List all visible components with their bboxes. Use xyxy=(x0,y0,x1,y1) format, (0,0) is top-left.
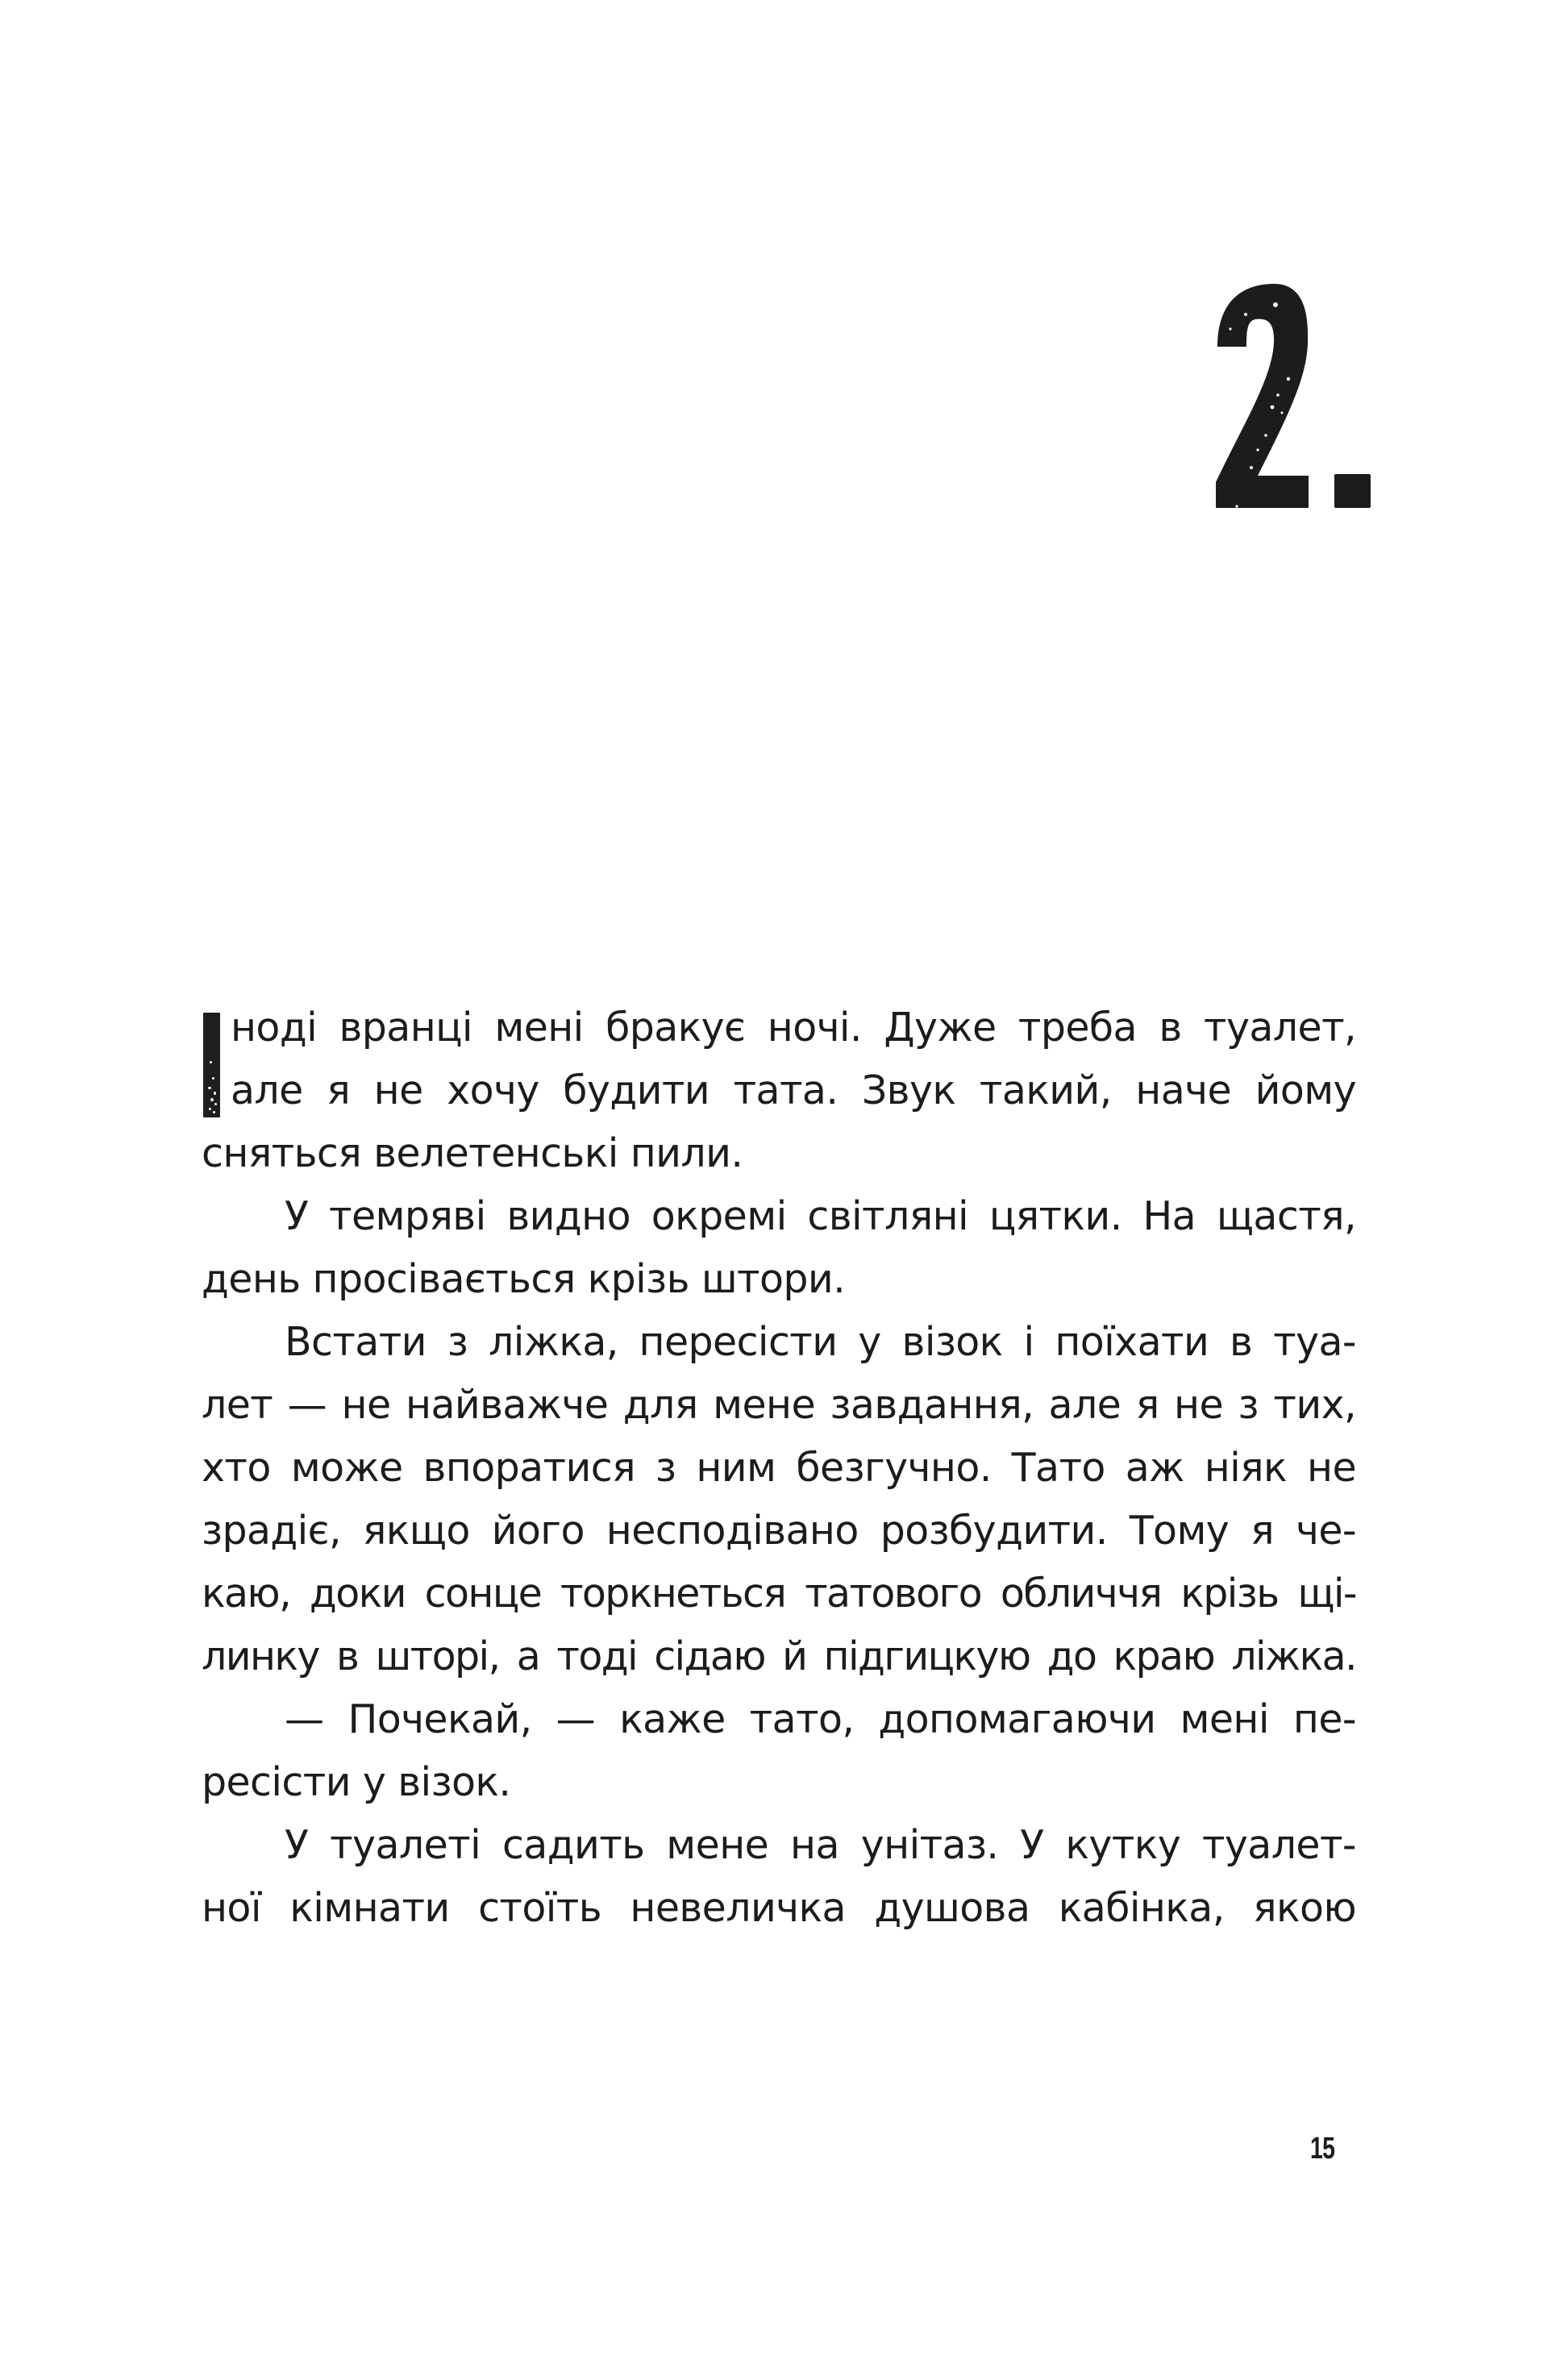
text-line xyxy=(202,1122,1356,1185)
text-line xyxy=(202,1688,1356,1751)
text-line-content: зрадіє, якщо його несподівано розбудити. Тому я че- xyxy=(202,1508,1356,1554)
text-line xyxy=(202,1248,1356,1311)
text-line-content: сняться велетенські пили. xyxy=(202,1130,743,1176)
text-line-content: линку в шторі, а тоді сідаю й підгицкую до краю ліжка. xyxy=(202,1633,1356,1679)
text-line-content: день просівається крізь штори. xyxy=(202,1256,846,1302)
text-line xyxy=(202,1500,1356,1562)
text-line xyxy=(202,1185,1356,1248)
text-line-content: Встати з ліжка, пересісти у візок і поїхати в туа- xyxy=(285,1319,1356,1365)
text-line-content: У туалеті садить мене на унітаз. У кутку туалет- xyxy=(285,1822,1356,1868)
text-line-content: ноді вранці мені бракує ночі. Дуже треба в туалет, xyxy=(231,1005,1356,1051)
text-line xyxy=(202,1625,1356,1688)
text-line xyxy=(202,1877,1356,1940)
text-line-content: каю, доки сонце торкнеться татового обличчя крізь щі- xyxy=(202,1571,1356,1616)
chapter-body-text xyxy=(202,997,1356,1940)
text-line xyxy=(202,1437,1356,1500)
text-line-content: — Почекай, — каже тато, допомагаючи мені пе- xyxy=(285,1696,1356,1742)
text-line xyxy=(202,1562,1356,1625)
chapter-number-glyph xyxy=(1209,266,1379,524)
text-line-content: але я не хочу будити тата. Звук такий, наче йому xyxy=(231,1067,1356,1113)
text-line xyxy=(202,1751,1356,1814)
page-number: 15 xyxy=(1310,2132,1335,2166)
text-line xyxy=(202,997,1356,1059)
text-line xyxy=(202,1814,1356,1877)
text-line xyxy=(202,1059,1356,1122)
text-line-content: ресісти у візок. xyxy=(202,1759,511,1805)
text-line-content: хто може впоратися з ним безгучно. Тато аж ніяк не xyxy=(202,1445,1356,1491)
chapter-number xyxy=(1209,266,1379,524)
text-line-content: лет — не найважче для мене завдання, але я не з тих, xyxy=(202,1382,1356,1428)
text-line-content: ної кімнати стоїть невеличка душова кабінка, якою xyxy=(202,1885,1356,1931)
text-line-content: У темряві видно окремі світляні цятки. На щастя, xyxy=(285,1193,1356,1239)
text-line xyxy=(202,1311,1356,1374)
text-line xyxy=(202,1374,1356,1437)
